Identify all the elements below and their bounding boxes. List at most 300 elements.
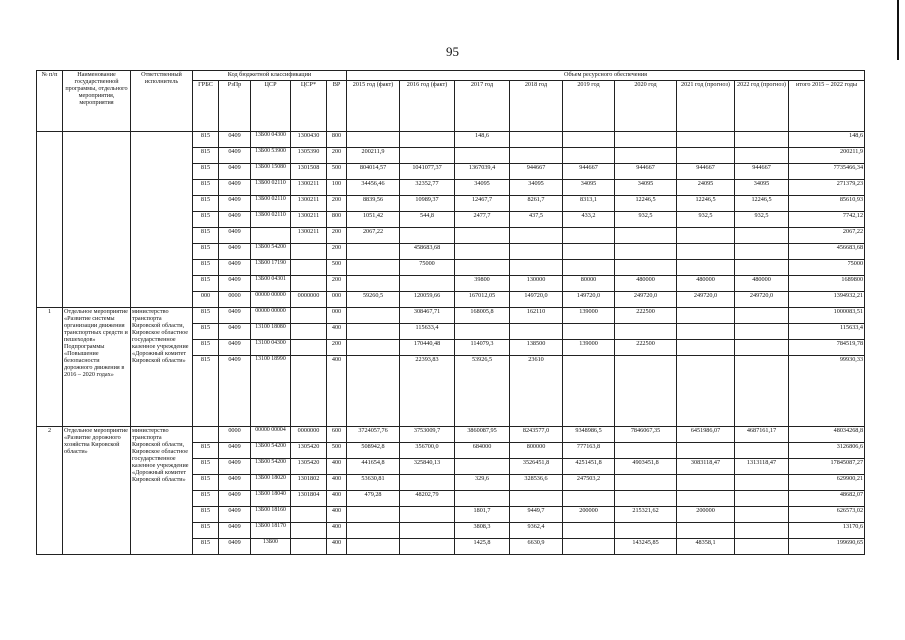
col-code-1: РзПр bbox=[219, 81, 251, 132]
cell-value: 34095 bbox=[455, 180, 510, 196]
cell-value: 9362,4 bbox=[510, 523, 563, 539]
cell-value bbox=[735, 148, 789, 164]
cell-value: 80000 bbox=[563, 276, 615, 292]
cell-value: 7846067,35 bbox=[615, 427, 677, 443]
cell-csr2 bbox=[291, 308, 327, 324]
cell-total: 271379,23 bbox=[789, 180, 865, 196]
cell-rzpr: 0409 bbox=[219, 523, 251, 539]
cell-value bbox=[510, 260, 563, 276]
cell-vr: 400 bbox=[327, 491, 347, 507]
cell-grbs: 000 bbox=[193, 292, 219, 308]
cell-value bbox=[400, 132, 455, 148]
cell-value: 1313118,47 bbox=[735, 459, 789, 475]
cell-csr2: 1305420 bbox=[291, 443, 327, 459]
cell-csr: 13Б00 15080 bbox=[251, 164, 291, 180]
cell-csr2 bbox=[291, 324, 327, 340]
cell-rzpr: 0409 bbox=[219, 244, 251, 260]
cell-csr: 13Б00 02110 bbox=[251, 180, 291, 196]
col-year-3: 2018 год bbox=[510, 81, 563, 132]
cell-value bbox=[563, 132, 615, 148]
cell-rzpr: 0409 bbox=[219, 539, 251, 555]
cell-csr2 bbox=[291, 523, 327, 539]
cell-rzpr: 0409 bbox=[219, 180, 251, 196]
cell-value: 39800 bbox=[455, 276, 510, 292]
cell-vr: 100 bbox=[327, 180, 347, 196]
cell-value bbox=[677, 260, 735, 276]
cell-value: 2067,22 bbox=[347, 228, 400, 244]
cell-total: 200211,9 bbox=[789, 148, 865, 164]
cell-value bbox=[347, 507, 400, 523]
cell-value: 247503,2 bbox=[563, 475, 615, 491]
cell-value bbox=[347, 340, 400, 356]
cell-csr2: 1300211 bbox=[291, 212, 327, 228]
cell-value bbox=[615, 260, 677, 276]
cell-total: 626573,02 bbox=[789, 507, 865, 523]
cell-value bbox=[735, 228, 789, 244]
cell-value: 4251451,8 bbox=[563, 459, 615, 475]
cell-value: 3526451,8 bbox=[510, 459, 563, 475]
cell-executor: министерство транспорта Кировской области, Кировское областное государственное казенное учреждение «Дорожный комитет Кировской области» bbox=[131, 308, 193, 427]
cell-csr: 13100 04300 bbox=[251, 340, 291, 356]
cell-rzpr: 0409 bbox=[219, 324, 251, 340]
resource-table bbox=[36, 70, 865, 555]
cell-rzpr: 0409 bbox=[219, 132, 251, 148]
cell-value bbox=[400, 148, 455, 164]
cell-value: 12246,5 bbox=[735, 196, 789, 212]
cell-total: 1000083,51 bbox=[789, 308, 865, 324]
cell-value: 480000 bbox=[735, 276, 789, 292]
col-resource: Объем ресурсного обеспечения bbox=[347, 71, 865, 81]
cell-value bbox=[677, 491, 735, 507]
cell-vr: 800 bbox=[327, 212, 347, 228]
cell-value: 115633,4 bbox=[400, 324, 455, 340]
cell-value: 932,5 bbox=[677, 212, 735, 228]
cell-value bbox=[400, 523, 455, 539]
cell-vr: 800 bbox=[327, 132, 347, 148]
cell-total: 456683,68 bbox=[789, 244, 865, 260]
cell-value: 777163,8 bbox=[563, 443, 615, 459]
cell-value: 139000 bbox=[563, 340, 615, 356]
cell-grbs: 815 bbox=[193, 212, 219, 228]
cell-grbs: 815 bbox=[193, 132, 219, 148]
cell-value bbox=[347, 356, 400, 427]
cell-value bbox=[563, 539, 615, 555]
cell-value: 3860087,95 bbox=[455, 427, 510, 443]
cell-value: 1367039,4 bbox=[455, 164, 510, 180]
cell-value: 804014,57 bbox=[347, 164, 400, 180]
cell-rzpr: 0409 bbox=[219, 196, 251, 212]
cell-value bbox=[735, 132, 789, 148]
cell-value: 34095 bbox=[563, 180, 615, 196]
cell-value: 222500 bbox=[615, 340, 677, 356]
table-row bbox=[37, 427, 865, 443]
cell-value: 3808,3 bbox=[455, 523, 510, 539]
cell-csr: 13Б00 04301 bbox=[251, 276, 291, 292]
cell-value bbox=[677, 356, 735, 427]
cell-value: 34095 bbox=[735, 180, 789, 196]
cell-rzpr: 0409 bbox=[219, 340, 251, 356]
cell-csr: 13Б00 04300 bbox=[251, 132, 291, 148]
cell-num: 1 bbox=[37, 308, 63, 427]
cell-vr: 400 bbox=[327, 507, 347, 523]
cell-csr2 bbox=[291, 260, 327, 276]
cell-total: 1394932,21 bbox=[789, 292, 865, 308]
cell-value bbox=[735, 523, 789, 539]
cell-rzpr: 0000 bbox=[219, 292, 251, 308]
cell-csr: 13Б00 18160 bbox=[251, 507, 291, 523]
cell-value: 944667 bbox=[677, 164, 735, 180]
cell-value bbox=[347, 308, 400, 324]
cell-grbs: 815 bbox=[193, 459, 219, 475]
cell-csr2: 1300211 bbox=[291, 180, 327, 196]
cell-csr2: 0000000 bbox=[291, 292, 327, 308]
cell-grbs: 815 bbox=[193, 324, 219, 340]
cell-value: 139000 bbox=[563, 308, 615, 324]
cell-value: 22393,83 bbox=[400, 356, 455, 427]
cell-value bbox=[455, 244, 510, 260]
cell-grbs: 815 bbox=[193, 180, 219, 196]
cell-total: 784519,78 bbox=[789, 340, 865, 356]
cell-value: 944667 bbox=[615, 164, 677, 180]
cell-value bbox=[677, 340, 735, 356]
cell-csr2 bbox=[291, 276, 327, 292]
cell-value bbox=[677, 324, 735, 340]
cell-value bbox=[677, 148, 735, 164]
cell-grbs: 815 bbox=[193, 507, 219, 523]
cell-total: 7735466,34 bbox=[789, 164, 865, 180]
cell-grbs: 815 bbox=[193, 164, 219, 180]
cell-value bbox=[615, 244, 677, 260]
cell-value bbox=[615, 443, 677, 459]
table-row bbox=[37, 308, 865, 324]
cell-value: 200000 bbox=[563, 507, 615, 523]
cell-csr: 13Б00 54200 bbox=[251, 459, 291, 475]
cell-csr bbox=[251, 228, 291, 244]
cell-value: 441654,8 bbox=[347, 459, 400, 475]
cell-value: 944667 bbox=[735, 164, 789, 180]
col-code-0: ГРБС bbox=[193, 81, 219, 132]
cell-value: 12246,5 bbox=[677, 196, 735, 212]
cell-value: 10989,37 bbox=[400, 196, 455, 212]
cell-value bbox=[563, 228, 615, 244]
cell-value: 34095 bbox=[615, 180, 677, 196]
cell-csr: 13Б00 02110 bbox=[251, 212, 291, 228]
col-year-4: 2019 год bbox=[563, 81, 615, 132]
cell-value: 8313,1 bbox=[563, 196, 615, 212]
page-number: 95 bbox=[446, 44, 459, 59]
cell-value: 23610 bbox=[510, 356, 563, 427]
cell-value: 8243577,0 bbox=[510, 427, 563, 443]
cell-csr: 13Б00 18020 bbox=[251, 475, 291, 491]
cell-rzpr: 0409 bbox=[219, 212, 251, 228]
cell-csr: 13100 18080 bbox=[251, 324, 291, 340]
cell-value bbox=[615, 228, 677, 244]
cell-value: 138500 bbox=[510, 340, 563, 356]
cell-value: 2477,7 bbox=[455, 212, 510, 228]
cell-value: 944667 bbox=[563, 164, 615, 180]
cell-value bbox=[735, 324, 789, 340]
cell-value: 480000 bbox=[615, 276, 677, 292]
col-name: Наименование государственной программы, отдельного мероприятия, мероприятия bbox=[63, 71, 131, 132]
col-year-8: итого 2015 – 2022 годы bbox=[789, 81, 865, 132]
cell-value: 6630,9 bbox=[510, 539, 563, 555]
cell-value bbox=[455, 228, 510, 244]
cell-value bbox=[400, 228, 455, 244]
cell-csr2 bbox=[291, 340, 327, 356]
cell-value bbox=[347, 539, 400, 555]
cell-value: 356700,0 bbox=[400, 443, 455, 459]
cell-value: 544,8 bbox=[400, 212, 455, 228]
cell-value: 249720,0 bbox=[735, 292, 789, 308]
cell-value: 200000 bbox=[677, 507, 735, 523]
cell-value: 24095 bbox=[677, 180, 735, 196]
cell-vr: 400 bbox=[327, 523, 347, 539]
col-year-0: 2015 год (факт) bbox=[347, 81, 400, 132]
cell-grbs bbox=[193, 427, 219, 443]
cell-value: 34095 bbox=[510, 180, 563, 196]
col-year-1: 2016 год (факт) bbox=[400, 81, 455, 132]
col-executor: Ответственный исполнитель bbox=[131, 71, 193, 132]
col-budget-code: Код бюджетной классификации bbox=[193, 71, 347, 81]
col-num: № п/п bbox=[37, 71, 63, 132]
cell-grbs: 815 bbox=[193, 491, 219, 507]
cell-grbs: 815 bbox=[193, 340, 219, 356]
cell-value: 215321,62 bbox=[615, 507, 677, 523]
cell-value bbox=[347, 132, 400, 148]
cell-rzpr: 0409 bbox=[219, 459, 251, 475]
cell-value: 1051,42 bbox=[347, 212, 400, 228]
cell-value bbox=[615, 356, 677, 427]
cell-value bbox=[615, 475, 677, 491]
cell-value: 53630,81 bbox=[347, 475, 400, 491]
cell-value: 932,5 bbox=[735, 212, 789, 228]
cell-value: 437,5 bbox=[510, 212, 563, 228]
cell-total: 99930,33 bbox=[789, 356, 865, 427]
cell-csr2: 1300211 bbox=[291, 228, 327, 244]
cell-csr: 13Б00 02110 bbox=[251, 196, 291, 212]
cell-value: 32352,77 bbox=[400, 180, 455, 196]
col-code-3: ЦСР* bbox=[291, 81, 327, 132]
cell-value: 4903451,8 bbox=[615, 459, 677, 475]
cell-grbs: 815 bbox=[193, 443, 219, 459]
cell-value: 149720,0 bbox=[563, 292, 615, 308]
cell-value: 48358,1 bbox=[677, 539, 735, 555]
cell-csr2 bbox=[291, 244, 327, 260]
cell-value: 12246,5 bbox=[615, 196, 677, 212]
cell-value: 249720,0 bbox=[615, 292, 677, 308]
cell-vr: 400 bbox=[327, 324, 347, 340]
cell-value: 479,28 bbox=[347, 491, 400, 507]
cell-rzpr: 0409 bbox=[219, 148, 251, 164]
cell-value bbox=[615, 491, 677, 507]
cell-grbs: 815 bbox=[193, 260, 219, 276]
cell-value bbox=[677, 443, 735, 459]
cell-value: 1801,7 bbox=[455, 507, 510, 523]
cell-grbs: 815 bbox=[193, 196, 219, 212]
cell-value bbox=[563, 244, 615, 260]
cell-csr2 bbox=[291, 539, 327, 555]
cell-csr2: 1301508 bbox=[291, 164, 327, 180]
cell-vr: 500 bbox=[327, 164, 347, 180]
cell-value: 59260,5 bbox=[347, 292, 400, 308]
cell-rzpr: 0409 bbox=[219, 276, 251, 292]
cell-value bbox=[347, 324, 400, 340]
cell-value bbox=[735, 475, 789, 491]
cell-vr: 500 bbox=[327, 260, 347, 276]
cell-vr: 200 bbox=[327, 196, 347, 212]
cell-csr2: 1305420 bbox=[291, 459, 327, 475]
cell-total: 85610,93 bbox=[789, 196, 865, 212]
cell-value: 143245,85 bbox=[615, 539, 677, 555]
cell-total: 115633,4 bbox=[789, 324, 865, 340]
cell-total: 1689800 bbox=[789, 276, 865, 292]
cell-value: 222500 bbox=[615, 308, 677, 324]
cell-vr: 600 bbox=[327, 427, 347, 443]
cell-value bbox=[510, 228, 563, 244]
cell-value: 9348986,5 bbox=[563, 427, 615, 443]
cell-value bbox=[400, 507, 455, 523]
cell-value: 3724057,76 bbox=[347, 427, 400, 443]
cell-value bbox=[563, 491, 615, 507]
cell-value: 4687161,17 bbox=[735, 427, 789, 443]
cell-grbs: 815 bbox=[193, 308, 219, 324]
cell-total: 48682,07 bbox=[789, 491, 865, 507]
cell-value: 328536,6 bbox=[510, 475, 563, 491]
cell-grbs: 815 bbox=[193, 356, 219, 427]
cell-value bbox=[455, 459, 510, 475]
cell-csr: 13100 18990 bbox=[251, 356, 291, 427]
cell-value: 149720,0 bbox=[510, 292, 563, 308]
cell-value: 480000 bbox=[677, 276, 735, 292]
cell-vr: 200 bbox=[327, 228, 347, 244]
cell-value bbox=[735, 507, 789, 523]
cell-value bbox=[563, 356, 615, 427]
col-year-7: 2022 год (прогноз) bbox=[735, 81, 789, 132]
cell-vr: 400 bbox=[327, 356, 347, 427]
cell-value bbox=[347, 260, 400, 276]
cell-total: 7742,12 bbox=[789, 212, 865, 228]
cell-grbs: 815 bbox=[193, 244, 219, 260]
cell-csr2 bbox=[291, 356, 327, 427]
cell-csr: 00000 00000 bbox=[251, 292, 291, 308]
cell-grbs: 815 bbox=[193, 148, 219, 164]
cell-value: 114079,3 bbox=[455, 340, 510, 356]
cell-value: 932,5 bbox=[615, 212, 677, 228]
cell-value bbox=[677, 523, 735, 539]
cell-value bbox=[677, 308, 735, 324]
cell-total: 629900,21 bbox=[789, 475, 865, 491]
cell-value: 249720,0 bbox=[677, 292, 735, 308]
cell-value bbox=[455, 260, 510, 276]
cell-total: 3126806,6 bbox=[789, 443, 865, 459]
cell-rzpr: 0409 bbox=[219, 475, 251, 491]
cell-vr: 200 bbox=[327, 340, 347, 356]
cell-value: 3753009,7 bbox=[400, 427, 455, 443]
cell-value bbox=[510, 148, 563, 164]
cell-vr: 400 bbox=[327, 459, 347, 475]
cell-rzpr: 0409 bbox=[219, 507, 251, 523]
cell-value bbox=[455, 148, 510, 164]
cell-value: 9449,7 bbox=[510, 507, 563, 523]
cell-csr: 13Б00 54200 bbox=[251, 443, 291, 459]
cell-total: 13170,6 bbox=[789, 523, 865, 539]
cell-value: 3083118,47 bbox=[677, 459, 735, 475]
cell-grbs: 815 bbox=[193, 539, 219, 555]
cell-value: 167012,05 bbox=[455, 292, 510, 308]
cell-rzpr: 0409 bbox=[219, 164, 251, 180]
col-code-4: ВР bbox=[327, 81, 347, 132]
cell-value: 162110 bbox=[510, 308, 563, 324]
cell-value bbox=[347, 523, 400, 539]
cell-value bbox=[615, 523, 677, 539]
cell-value bbox=[615, 324, 677, 340]
cell-value bbox=[735, 491, 789, 507]
cell-name: Отдельное мероприятие «Развитие дорожного хозяйства Кировской области» bbox=[63, 427, 131, 555]
cell-value bbox=[735, 260, 789, 276]
cell-value: 800000 bbox=[510, 443, 563, 459]
cell-value: 75000 bbox=[400, 260, 455, 276]
cell-value bbox=[677, 475, 735, 491]
cell-vr: 000 bbox=[327, 308, 347, 324]
cell-value: 148,6 bbox=[455, 132, 510, 148]
cell-value: 130000 bbox=[510, 276, 563, 292]
cell-grbs: 815 bbox=[193, 475, 219, 491]
cell-value bbox=[735, 443, 789, 459]
cell-value bbox=[735, 539, 789, 555]
cell-csr2: 1301804 bbox=[291, 491, 327, 507]
cell-total: 48034268,8 bbox=[789, 427, 865, 443]
cell-value bbox=[510, 491, 563, 507]
cell-grbs: 815 bbox=[193, 276, 219, 292]
cell-csr: 13Б00 53900 bbox=[251, 148, 291, 164]
cell-value bbox=[563, 148, 615, 164]
cell-csr2: 1300211 bbox=[291, 196, 327, 212]
cell-rzpr: 0409 bbox=[219, 356, 251, 427]
cell-value: 6451986,07 bbox=[677, 427, 735, 443]
cell-vr: 500 bbox=[327, 443, 347, 459]
cell-rzpr: 0409 bbox=[219, 228, 251, 244]
cell-value bbox=[455, 491, 510, 507]
cell-vr: 200 bbox=[327, 148, 347, 164]
cell-value: 433,2 bbox=[563, 212, 615, 228]
cell-value bbox=[677, 228, 735, 244]
cell-value: 8261,7 bbox=[510, 196, 563, 212]
cell-total: 148,6 bbox=[789, 132, 865, 148]
cell-value: 325840,13 bbox=[400, 459, 455, 475]
cell-value bbox=[400, 539, 455, 555]
cell-value bbox=[563, 523, 615, 539]
cell-csr: 00000 00004 bbox=[251, 427, 291, 443]
cell-name: Отдельное мероприятие «Развитие системы организации движения транспортных средств и пешеходов» Подпрограммы «Повышение безопасности дорожного движения в 2016 – 2020 годах» bbox=[63, 308, 131, 427]
cell-value bbox=[347, 244, 400, 260]
cell-rzpr: 0409 bbox=[219, 491, 251, 507]
cell-value: 48202,79 bbox=[400, 491, 455, 507]
cell-value: 1425,8 bbox=[455, 539, 510, 555]
cell-value: 120059,66 bbox=[400, 292, 455, 308]
cell-value: 684000 bbox=[455, 443, 510, 459]
cell-value bbox=[615, 148, 677, 164]
cell-value: 944667 bbox=[510, 164, 563, 180]
cell-value: 12467,7 bbox=[455, 196, 510, 212]
cell-value bbox=[510, 324, 563, 340]
cell-name bbox=[63, 132, 131, 308]
page-edge-mark bbox=[897, 0, 899, 60]
cell-csr: 13Б00 54200 bbox=[251, 244, 291, 260]
cell-value bbox=[735, 244, 789, 260]
cell-csr2 bbox=[291, 507, 327, 523]
cell-csr: 13Б00 17190 bbox=[251, 260, 291, 276]
cell-value bbox=[510, 132, 563, 148]
